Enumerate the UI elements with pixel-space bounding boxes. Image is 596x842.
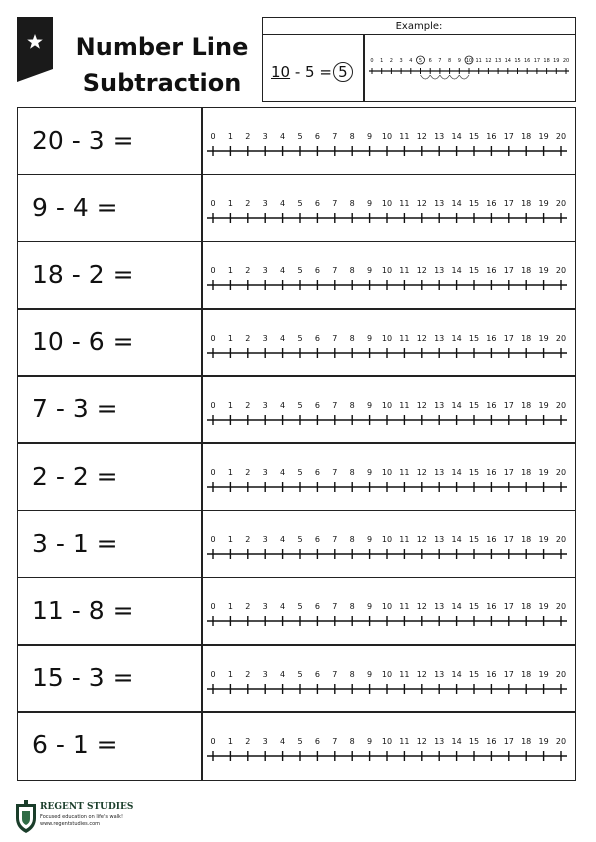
tick-label: 1	[227, 468, 233, 477]
tick-label: 16	[486, 669, 497, 679]
number-line	[203, 377, 575, 444]
tick-label: 2	[245, 400, 251, 410]
problem-equation: 3 - 1 =	[32, 528, 118, 558]
tick-label: 8	[349, 400, 355, 410]
tick-label: 20	[555, 266, 567, 276]
tick-label: 13	[434, 400, 445, 410]
footer-tagline: Focused education on life's walk!	[40, 814, 123, 820]
tick-label: 4	[280, 400, 286, 410]
tick-label: 20	[555, 736, 567, 746]
tick-label: 9	[367, 736, 373, 746]
tick-label: 18	[521, 468, 532, 477]
tick-label: 7	[332, 132, 338, 141]
tick-label: 15	[468, 199, 480, 209]
tick-label: 11	[399, 669, 410, 679]
tick-label: 9	[367, 333, 373, 343]
tick-label: 10	[381, 535, 393, 545]
tick-label: 16	[486, 736, 497, 746]
tick-label: 10	[381, 468, 393, 477]
example-operator: - 5 =	[290, 63, 332, 81]
tick-label: 7	[332, 199, 338, 209]
tick-label: 17	[503, 266, 514, 276]
tick-label: 18	[521, 400, 532, 410]
example-tick-label: 5	[418, 58, 423, 64]
tick-label: 14	[451, 535, 462, 545]
example-tick-label: 15	[514, 58, 521, 64]
tick-label: 18	[521, 132, 532, 141]
tick-label: 11	[399, 132, 410, 141]
tick-label: 18	[521, 602, 532, 612]
example-number-line	[367, 48, 573, 88]
tick-label: 4	[280, 132, 286, 141]
tick-label: 17	[503, 199, 514, 209]
tick-label: 9	[367, 669, 373, 679]
tick-label: 5	[297, 199, 303, 209]
example-tick-label: 13	[494, 58, 502, 64]
tick-label: 19	[538, 535, 549, 545]
example-box	[262, 17, 576, 102]
example-jump-arc	[459, 75, 469, 79]
tick-label: 11	[399, 602, 410, 612]
tick-label: 6	[314, 199, 320, 209]
tick-label: 13	[434, 333, 445, 343]
tick-label: 0	[210, 535, 216, 545]
tick-label: 6	[314, 602, 320, 612]
tick-label: 10	[381, 602, 393, 612]
tick-label: 8	[349, 333, 355, 343]
tick-label: 13	[434, 132, 445, 141]
tick-label: 5	[297, 266, 303, 276]
example-tick-label: 20	[562, 58, 570, 64]
problems-grid	[17, 107, 576, 781]
tick-label: 12	[416, 602, 427, 612]
example-answer-circle: 5	[333, 62, 353, 82]
tick-label: 11	[399, 333, 410, 343]
tick-label: 12	[416, 468, 427, 477]
tick-label: 13	[434, 602, 445, 612]
tick-label: 15	[468, 602, 480, 612]
tick-label: 20	[555, 400, 567, 410]
example-tick-label: 12	[485, 58, 492, 64]
tick-label: 14	[451, 400, 462, 410]
tick-label: 11	[399, 266, 410, 276]
tick-label: 0	[210, 333, 216, 343]
example-divider	[363, 35, 365, 101]
tick-label: 14	[451, 199, 462, 209]
tick-label: 15	[468, 669, 480, 679]
tick-label: 10	[381, 333, 393, 343]
example-tick-label: 7	[438, 58, 442, 64]
tick-label: 10	[381, 266, 393, 276]
example-tick-label: 1	[380, 58, 384, 64]
tick-label: 9	[367, 535, 373, 545]
example-tick-label: 11	[475, 58, 482, 64]
number-line	[203, 444, 575, 511]
tick-label: 9	[367, 602, 373, 612]
example-tick-label: 4	[409, 58, 413, 64]
tick-label: 17	[503, 602, 514, 612]
tick-label: 12	[416, 132, 427, 141]
tick-label: 10	[381, 400, 393, 410]
problem-row	[18, 377, 575, 444]
tick-label: 12	[416, 400, 427, 410]
example-jump-arc	[440, 75, 450, 79]
problem-row	[18, 646, 575, 713]
tick-label: 8	[349, 736, 355, 746]
number-line	[203, 713, 575, 780]
tick-label: 2	[245, 333, 251, 343]
tick-label: 19	[538, 602, 549, 612]
number-line	[203, 242, 575, 309]
tick-label: 14	[451, 669, 462, 679]
tick-label: 8	[349, 199, 355, 209]
tick-label: 1	[227, 266, 233, 276]
tick-label: 2	[245, 266, 251, 276]
problem-equation: 20 - 3 =	[32, 125, 134, 155]
tick-label: 8	[349, 535, 355, 545]
example-tick-label: 2	[389, 58, 393, 64]
example-minuend: 10	[271, 63, 291, 81]
tick-label: 20	[555, 199, 567, 209]
number-line	[203, 108, 575, 175]
example-tick-label: 0	[370, 58, 374, 64]
tick-label: 4	[280, 602, 286, 612]
example-tick-label: 19	[553, 58, 560, 64]
tick-label: 12	[416, 535, 427, 545]
tick-label: 2	[245, 199, 251, 209]
example-jump-arc	[430, 75, 440, 79]
tick-label: 14	[451, 266, 462, 276]
example-tick-label: 9	[457, 58, 461, 64]
tick-label: 9	[367, 400, 373, 410]
tick-label: 16	[486, 266, 497, 276]
tick-label: 3	[262, 333, 268, 343]
tick-label: 15	[468, 333, 480, 343]
tick-label: 3	[262, 400, 268, 410]
tick-label: 6	[314, 468, 320, 477]
tick-label: 4	[280, 266, 286, 276]
tick-label: 1	[227, 132, 233, 141]
tick-label: 0	[210, 400, 216, 410]
tick-label: 9	[367, 132, 373, 141]
tick-label: 0	[210, 468, 216, 477]
tick-label: 7	[332, 266, 338, 276]
problem-row	[18, 108, 575, 175]
tick-label: 17	[503, 333, 514, 343]
tick-label: 0	[210, 669, 216, 679]
tick-label: 10	[381, 199, 393, 209]
tick-label: 16	[486, 535, 497, 545]
tick-label: 19	[538, 266, 549, 276]
tick-label: 9	[367, 266, 373, 276]
tick-label: 20	[555, 468, 567, 477]
tick-label: 8	[349, 132, 355, 141]
tick-label: 16	[486, 199, 497, 209]
example-jump-arc	[421, 75, 431, 79]
tick-label: 12	[416, 669, 427, 679]
example-tick-label: 18	[543, 58, 550, 64]
number-line	[203, 578, 575, 645]
tick-label: 15	[468, 468, 480, 477]
tick-label: 19	[538, 468, 549, 477]
tick-label: 17	[503, 535, 514, 545]
problem-row	[18, 511, 575, 578]
tick-label: 8	[349, 266, 355, 276]
tick-label: 20	[555, 132, 567, 141]
tick-label: 0	[210, 736, 216, 746]
tick-label: 16	[486, 602, 497, 612]
tick-label: 2	[245, 468, 251, 477]
tick-label: 7	[332, 535, 338, 545]
tick-label: 4	[280, 535, 286, 545]
tick-label: 6	[314, 669, 320, 679]
tick-label: 10	[381, 669, 393, 679]
tick-label: 10	[381, 132, 393, 141]
problem-equation: 18 - 2 =	[32, 259, 134, 289]
tick-label: 1	[227, 669, 233, 679]
tick-label: 8	[349, 468, 355, 477]
shield-crest-icon	[14, 800, 38, 834]
tick-label: 4	[280, 669, 286, 679]
tick-label: 7	[332, 669, 338, 679]
tick-label: 4	[280, 199, 286, 209]
tick-label: 11	[399, 736, 410, 746]
problem-equation: 15 - 3 =	[32, 663, 134, 693]
example-jump-arc	[450, 75, 460, 79]
tick-label: 19	[538, 333, 549, 343]
tick-label: 5	[297, 333, 303, 343]
tick-label: 0	[210, 199, 216, 209]
tick-label: 3	[262, 535, 268, 545]
tick-label: 19	[538, 669, 549, 679]
tick-label: 16	[486, 132, 497, 141]
tick-label: 7	[332, 333, 338, 343]
tick-label: 11	[399, 400, 410, 410]
page-title	[62, 29, 262, 101]
tick-label: 5	[297, 468, 303, 477]
number-line	[203, 646, 575, 713]
tick-label: 13	[434, 736, 445, 746]
tick-label: 3	[262, 468, 268, 477]
tick-label: 5	[297, 535, 303, 545]
tick-label: 6	[314, 266, 320, 276]
tick-label: 18	[521, 199, 532, 209]
tick-label: 13	[434, 669, 445, 679]
tick-label: 15	[468, 132, 480, 141]
tick-label: 14	[451, 333, 462, 343]
tick-label: 8	[349, 669, 355, 679]
tick-label: 1	[227, 333, 233, 343]
tick-label: 18	[521, 333, 532, 343]
tick-label: 6	[314, 400, 320, 410]
footer-brand: REGENT STUDIES	[40, 802, 134, 812]
tick-label: 12	[416, 333, 427, 343]
tick-label: 6	[314, 132, 320, 141]
footer-website[interactable]: www.regentstudies.com	[40, 821, 101, 827]
problem-equation: 10 - 6 =	[32, 327, 134, 357]
tick-label: 18	[521, 266, 532, 276]
example-tick-label: 3	[399, 58, 403, 64]
tick-label: 6	[314, 333, 320, 343]
problem-equation: 7 - 3 =	[32, 394, 118, 424]
tick-label: 12	[416, 199, 427, 209]
tick-label: 19	[538, 199, 549, 209]
tick-label: 7	[332, 736, 338, 746]
tick-label: 14	[451, 468, 462, 477]
tick-label: 13	[434, 266, 445, 276]
tick-label: 3	[262, 669, 268, 679]
tick-label: 20	[555, 535, 567, 545]
tick-label: 8	[349, 602, 355, 612]
tick-label: 3	[262, 266, 268, 276]
tick-label: 14	[451, 736, 462, 746]
problem-row	[18, 310, 575, 377]
tick-label: 2	[245, 535, 251, 545]
example-tick-label: 8	[448, 58, 452, 64]
tick-label: 20	[555, 333, 567, 343]
tick-label: 13	[434, 468, 445, 477]
tick-label: 4	[280, 333, 286, 343]
tick-label: 11	[399, 199, 410, 209]
tick-label: 17	[503, 468, 514, 477]
tick-label: 14	[451, 602, 462, 612]
tick-label: 3	[262, 736, 268, 746]
tick-label: 7	[332, 468, 338, 477]
tick-label: 16	[486, 333, 497, 343]
tick-label: 19	[538, 400, 549, 410]
tick-label: 1	[227, 736, 233, 746]
tick-label: 4	[280, 736, 286, 746]
problem-row	[18, 175, 575, 242]
problem-row	[18, 578, 575, 645]
tick-label: 14	[451, 132, 462, 141]
footer-logo	[14, 800, 154, 836]
tick-label: 9	[367, 199, 373, 209]
problem-equation: 9 - 4 =	[32, 192, 118, 222]
number-line	[203, 511, 575, 578]
tick-label: 2	[245, 736, 251, 746]
tick-label: 7	[332, 602, 338, 612]
example-tick-label: 6	[428, 58, 432, 64]
tick-label: 5	[297, 400, 303, 410]
tick-label: 3	[262, 199, 268, 209]
tick-label: 4	[280, 468, 286, 477]
tick-label: 3	[262, 602, 268, 612]
tick-label: 5	[297, 602, 303, 612]
ribbon-badge	[17, 17, 53, 82]
tick-label: 2	[245, 602, 251, 612]
example-tick-label: 10	[465, 58, 473, 64]
tick-label: 17	[503, 736, 514, 746]
tick-label: 19	[538, 132, 549, 141]
tick-label: 2	[245, 669, 251, 679]
tick-label: 3	[262, 132, 268, 141]
number-line	[203, 310, 575, 377]
tick-label: 0	[210, 602, 216, 612]
tick-label: 17	[503, 132, 514, 141]
tick-label: 5	[297, 736, 303, 746]
problem-equation: 11 - 8 =	[32, 595, 134, 625]
tick-label: 0	[210, 132, 216, 141]
tick-label: 15	[468, 736, 480, 746]
tick-label: 11	[399, 468, 410, 477]
example-tick-label: 17	[533, 58, 541, 64]
tick-label: 15	[468, 266, 480, 276]
tick-label: 18	[521, 669, 532, 679]
tick-label: 13	[434, 535, 445, 545]
tick-label: 13	[434, 199, 445, 209]
tick-label: 20	[555, 669, 567, 679]
tick-label: 1	[227, 602, 233, 612]
tick-label: 17	[503, 400, 514, 410]
tick-label: 11	[399, 535, 410, 545]
title-line-2: Subtraction	[82, 69, 242, 97]
tick-label: 6	[314, 736, 320, 746]
problem-row	[18, 444, 575, 511]
tick-label: 15	[468, 535, 480, 545]
tick-label: 2	[245, 132, 251, 141]
tick-label: 6	[314, 535, 320, 545]
tick-label: 20	[555, 602, 567, 612]
tick-label: 18	[521, 535, 532, 545]
problem-equation: 6 - 1 =	[32, 730, 118, 760]
problem-row	[18, 242, 575, 309]
number-line	[203, 175, 575, 242]
tick-label: 0	[210, 266, 216, 276]
tick-label: 10	[381, 736, 393, 746]
tick-label: 12	[416, 736, 427, 746]
problem-row	[18, 713, 575, 780]
tick-label: 18	[521, 736, 532, 746]
title-line-1: Number Line	[75, 33, 249, 61]
tick-label: 16	[486, 468, 497, 477]
example-tick-label: 14	[504, 58, 511, 64]
tick-label: 16	[486, 400, 497, 410]
tick-label: 1	[227, 400, 233, 410]
tick-label: 9	[367, 468, 373, 477]
example-label: Example:	[263, 18, 575, 35]
tick-label: 12	[416, 266, 427, 276]
example-equation	[271, 62, 353, 82]
tick-label: 1	[227, 199, 233, 209]
example-tick-label: 16	[524, 58, 531, 64]
tick-label: 5	[297, 669, 303, 679]
tick-label: 7	[332, 400, 338, 410]
tick-label: 1	[227, 535, 233, 545]
tick-label: 15	[468, 400, 480, 410]
tick-label: 5	[297, 132, 303, 141]
tick-label: 19	[538, 736, 549, 746]
tick-label: 17	[503, 669, 514, 679]
problem-equation: 2 - 2 =	[32, 461, 118, 491]
